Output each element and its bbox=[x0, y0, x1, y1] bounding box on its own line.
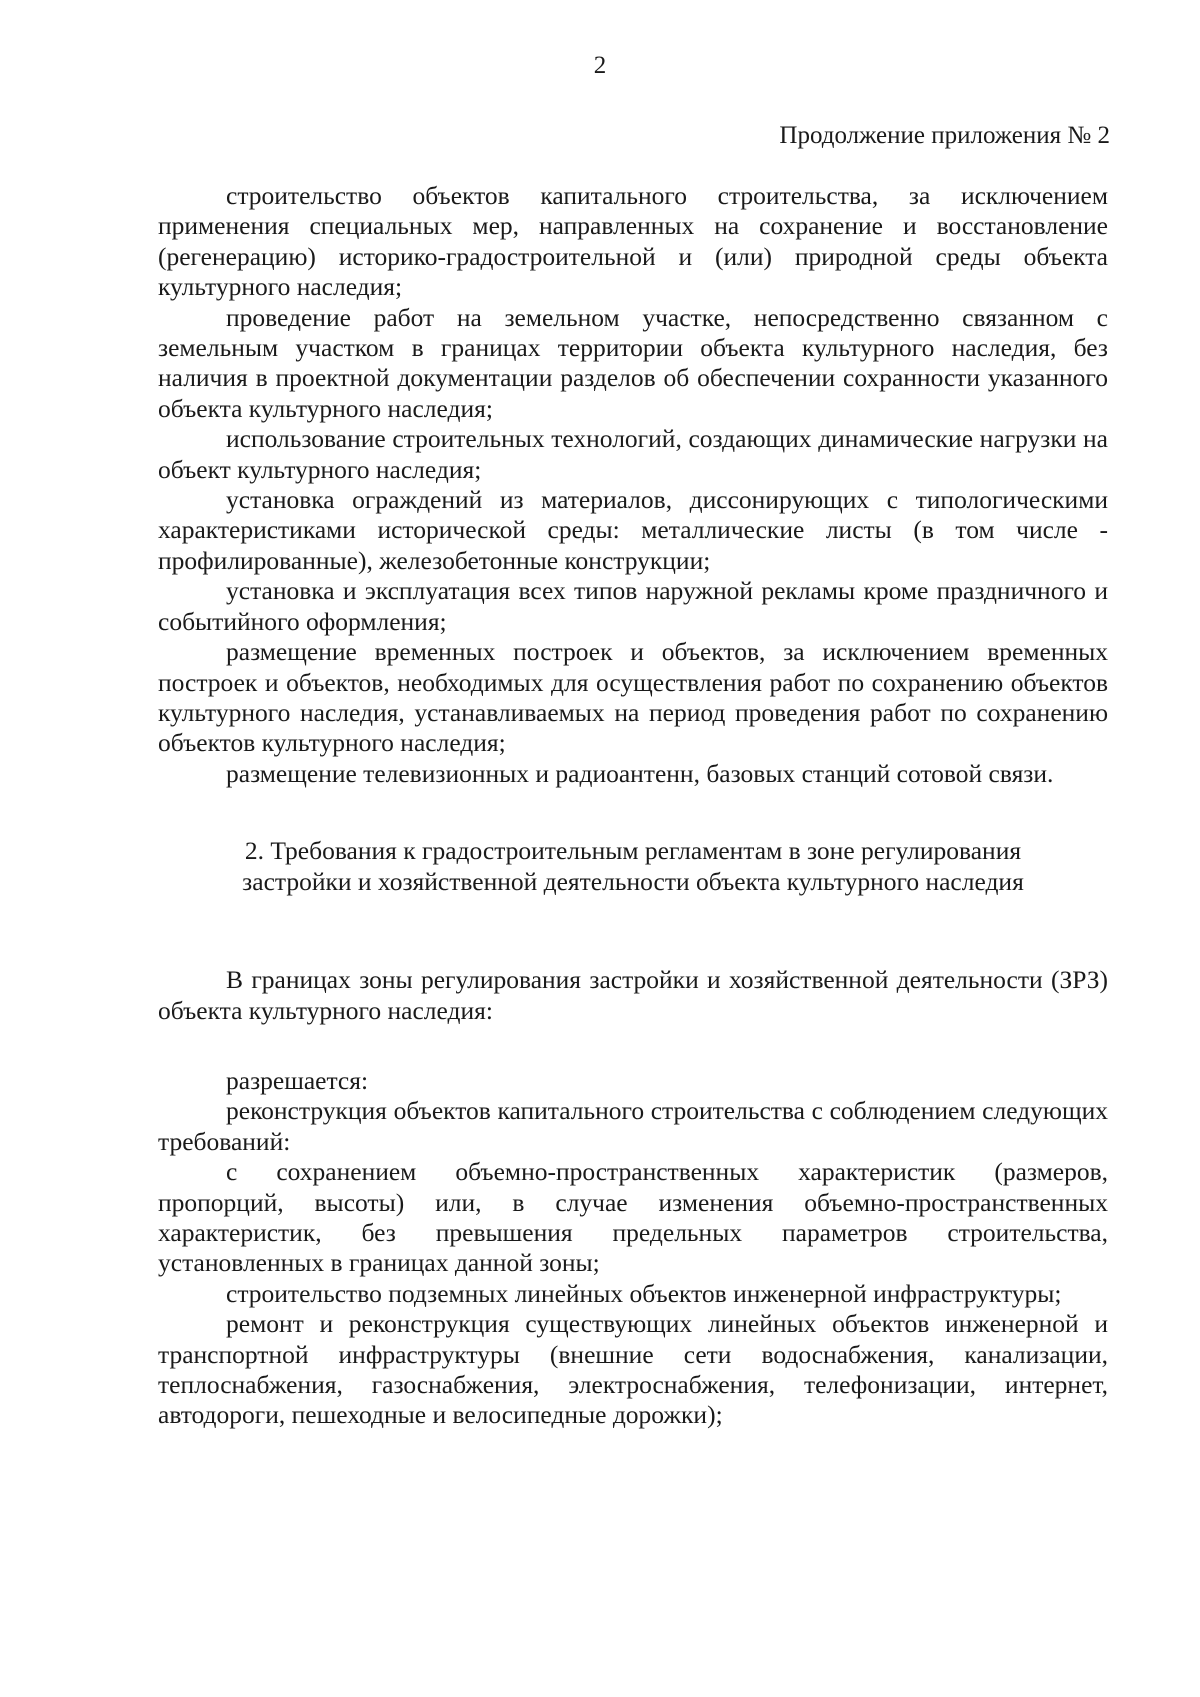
allowed-item: ремонт и реконструкция существующих линейных объектов инженерной и транспортной инфраструктуры (внешние сети водоснабжения, канализации, теплоснабжения, газоснабжения, электроснабжения, телефонизации, интернет, автодороги, пешеходные и велосипедные дорожки); bbox=[158, 1309, 1108, 1430]
restriction-item: установка и эксплуатация всех типов наружной рекламы кроме праздничного и событийного оформления; bbox=[158, 576, 1108, 636]
allowed-label: разрешается: bbox=[226, 1065, 369, 1095]
restriction-item: размещение телевизионных и радиоантенн, базовых станций сотовой связи. bbox=[226, 758, 1054, 788]
allowed-item: с сохранением объемно-пространственных характеристик (размеров, пропорций, высоты) или, в случае изменения объемно-пространственных характеристик, без превышения предельных параметров строительства, установленных в границах данной зоны; bbox=[158, 1157, 1108, 1278]
section-heading-line: 2. Требования к градостроительным регламентам в зоне регулирования bbox=[244, 836, 1022, 866]
restriction-item: установка ограждений из материалов, диссонирующих с типологическими характеристиками исторической среды: металлические листы (в том числе - профилированные), железобетонные конструкции; bbox=[158, 485, 1108, 575]
allowed-item: реконструкция объектов капитального строительства с соблюдением следующих требований: bbox=[158, 1096, 1108, 1156]
restriction-item: размещение временных построек и объектов, за исключением временных построек и объектов, необходимых для осуществления работ по сохранению объектов культурного наследия, устанавливаемых на период проведения работ по сохранению объектов культурного наследия; bbox=[158, 637, 1108, 758]
page-number: 2 bbox=[593, 52, 607, 79]
restriction-item: строительство объектов капитального строительства, за исключением применения специальных мер, направленных на сохранение и восстановление (регенерацию) историко-градостроительной и (или) природной среды объекта культурного наследия; bbox=[158, 181, 1108, 302]
allowed-item: строительство подземных линейных объектов инженерной инфраструктуры; bbox=[226, 1278, 1062, 1308]
restriction-item: использование строительных технологий, создающих динамические нагрузки на объект культурного наследия; bbox=[158, 424, 1108, 484]
document-body bbox=[158, 181, 1108, 1431]
restriction-item: проведение работ на земельном участке, непосредственно связанном с земельным участком в границах территории объекта культурного наследия, без наличия в проектной документации разделов об обеспечении сохранности указанного объекта культурного наследия; bbox=[158, 302, 1108, 423]
section-intro: В границах зоны регулирования застройки и хозяйственной деятельности (ЗРЗ) объекта культурного наследия: bbox=[158, 965, 1108, 1025]
appendix-note: Продолжение приложения № 2 bbox=[779, 122, 1110, 149]
section-heading bbox=[158, 835, 1108, 897]
section-heading-line: застройки и хозяйственной деятельности объекта культурного наследия bbox=[242, 867, 1024, 897]
